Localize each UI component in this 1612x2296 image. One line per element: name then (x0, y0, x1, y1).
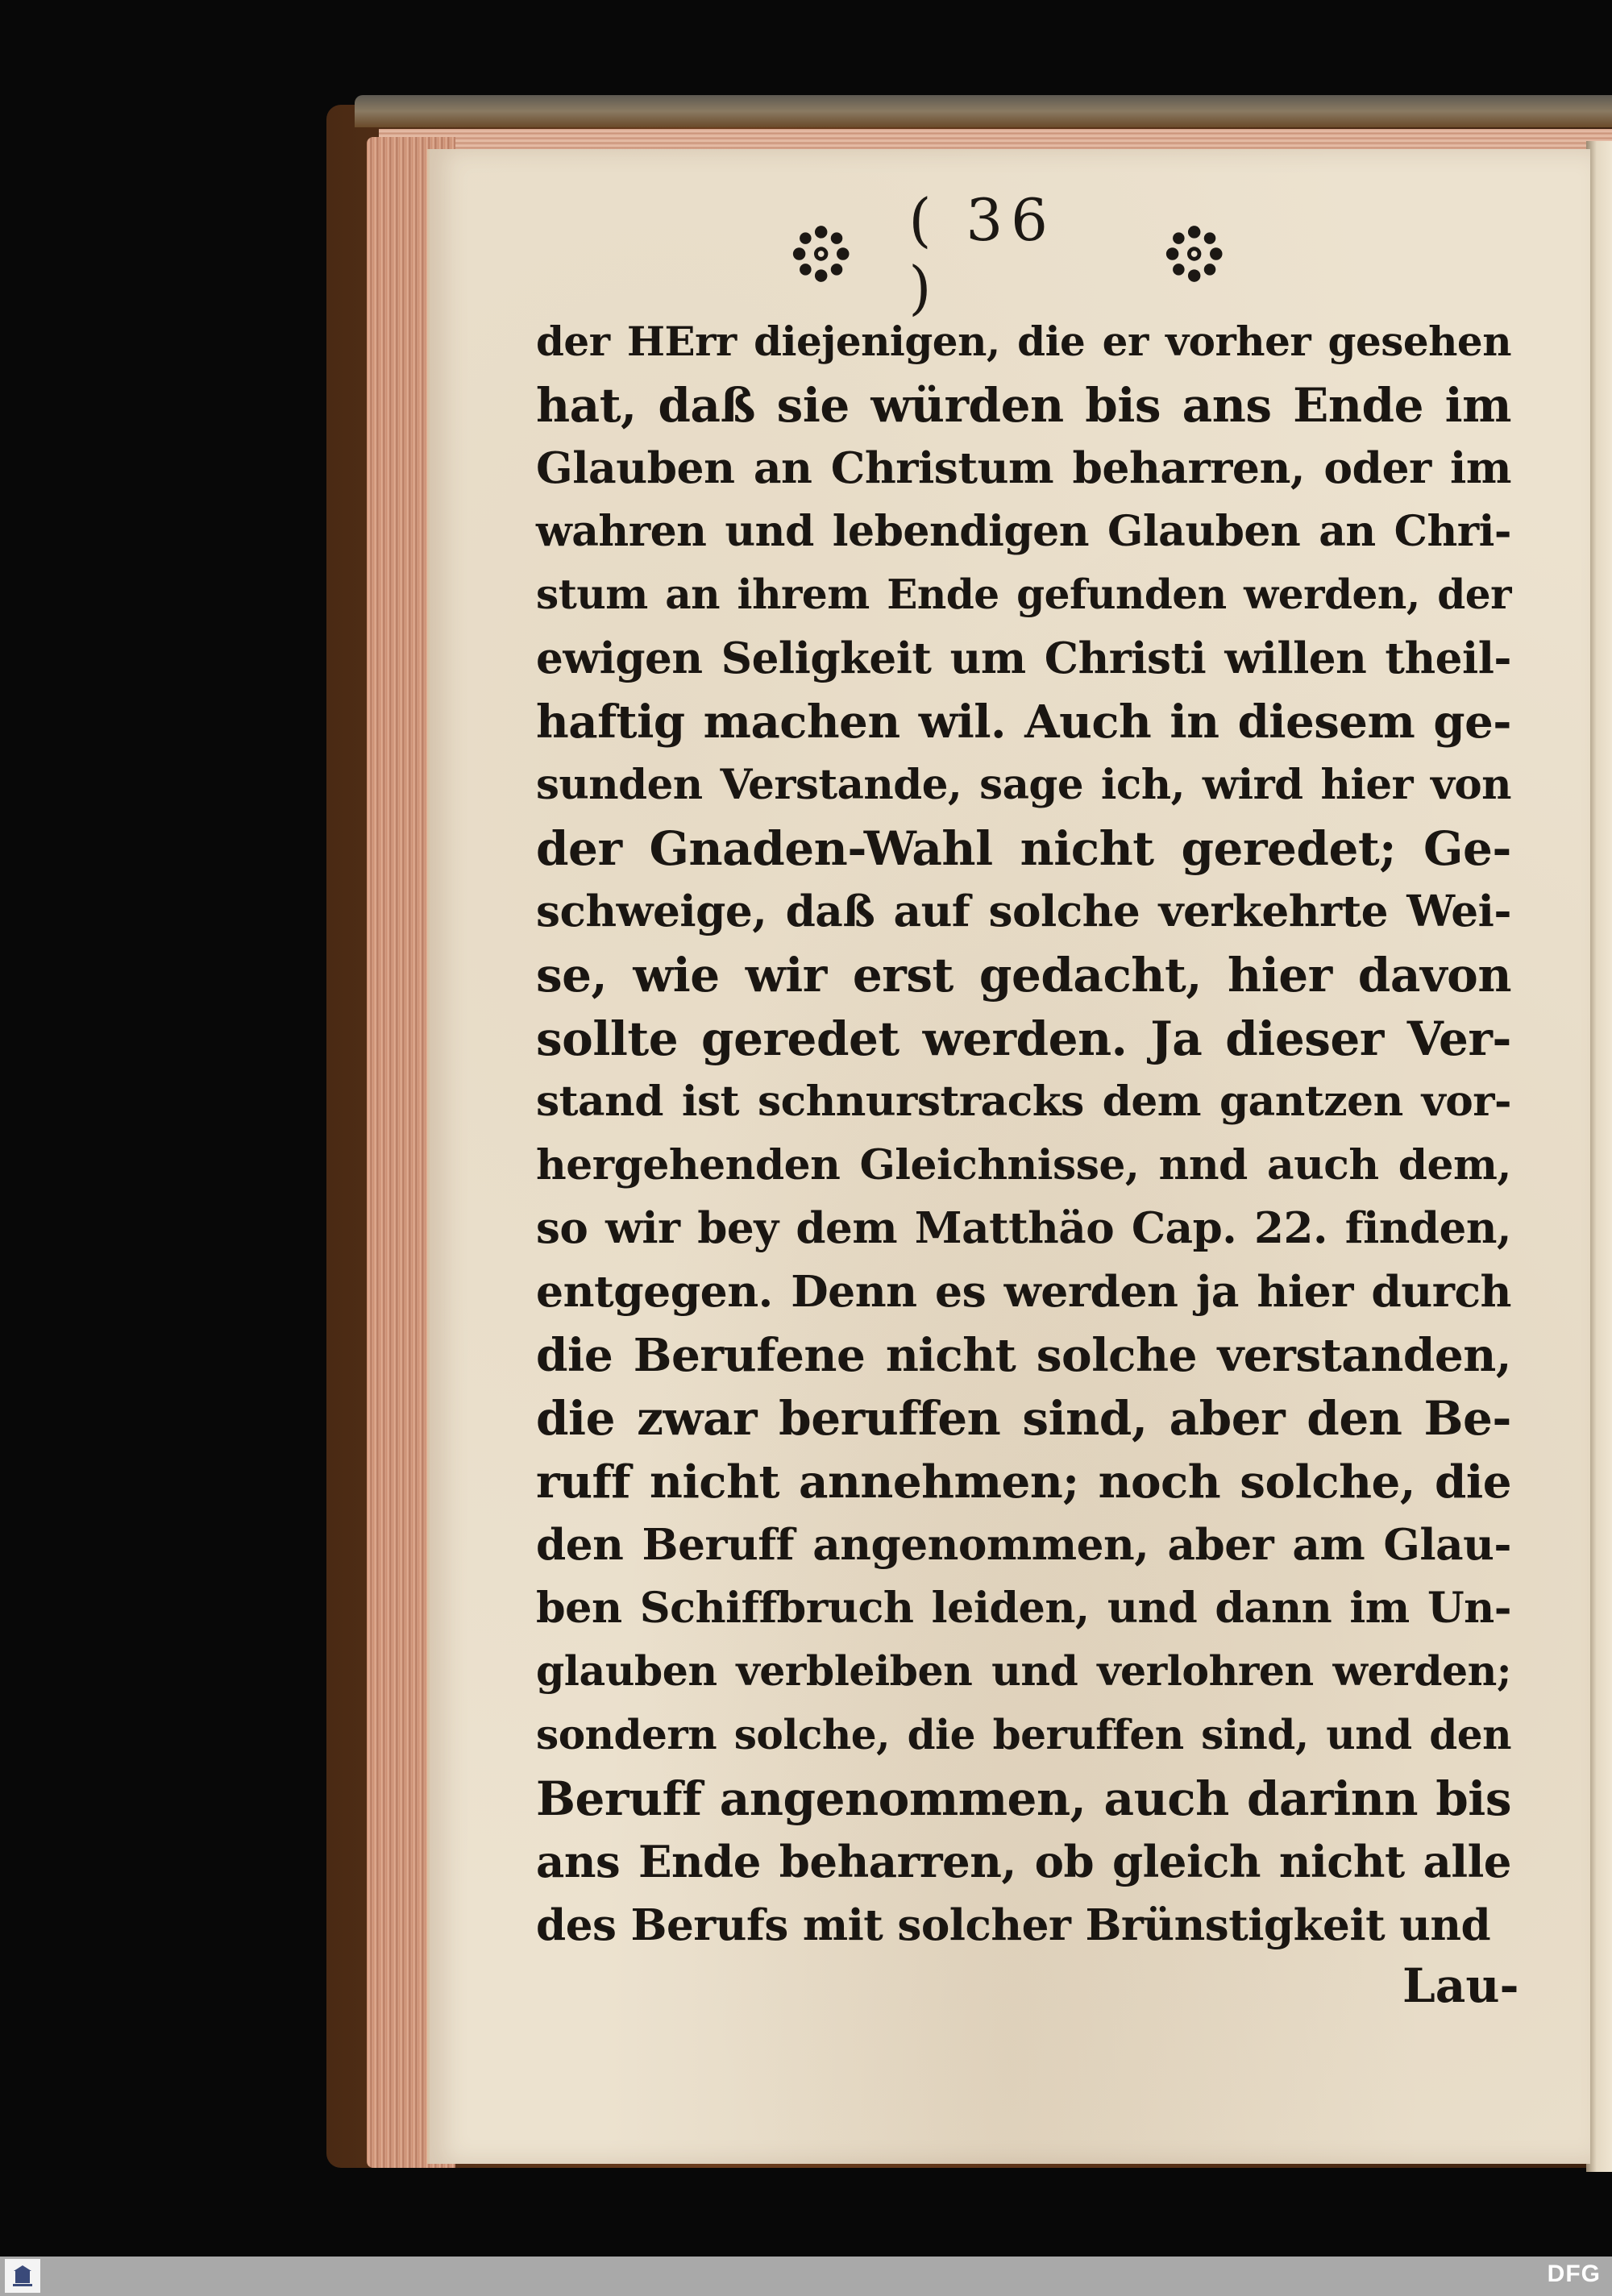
text-line: hat, daß sie würden bis ans Ende im (536, 377, 1511, 433)
text-line: schweige, daß auf solche verkehrte Wei- (536, 886, 1511, 937)
text-line: der HErr diejenigen, die er vorher gesehen (536, 318, 1511, 365)
text-line: haftig machen wil. Auch in diesem ge- (536, 695, 1511, 749)
text-line: sollte geredet werden. Ja dieser Ver- (536, 1011, 1511, 1066)
text-line: des Berufs mit solcher Brünstigkeit und (536, 1899, 1491, 1950)
text-line: Glauben an Christum beharren, oder im (536, 442, 1511, 494)
text-line: sondern solche, die beruffen sind, und den (536, 1711, 1511, 1759)
dfg-brand-label: DFG (1547, 2261, 1601, 2287)
text-line: die zwar beruffen sind, aber den Be- (536, 1391, 1511, 1447)
text-line: stum an ihrem Ende gefunden werden, der (536, 571, 1511, 619)
text-line: stand ist schnurstracks dem gantzen vor- (536, 1077, 1511, 1127)
body-text (536, 310, 1511, 1957)
text-line: entgegen. Denn es werden ja hier durch (536, 1265, 1511, 1317)
book-cover-top (355, 95, 1612, 127)
text-line: der Gnaden-Wahl nicht geredet; Ge- (536, 820, 1511, 876)
flower-ornament-icon (790, 222, 852, 286)
text-line: glauben verbleiben und verlohren werden; (536, 1647, 1511, 1696)
text-line: sunden Verstande, sage ich, wird hier von (536, 761, 1511, 810)
text-line: ruff nicht annehmen; noch solche, die (536, 1455, 1511, 1509)
text-line: Beruff angenommen, auch darinn bis (536, 1771, 1511, 1826)
catchword: Lau- (1402, 1958, 1519, 2013)
text-line: die Berufene nicht solche verstanden, (536, 1328, 1511, 1382)
text-line: se, wie wir erst gedacht, hier davon (536, 947, 1511, 1003)
page-number: ( 36 ) (908, 186, 1056, 322)
page-header (790, 186, 1225, 322)
library-logo-icon[interactable] (5, 2259, 40, 2293)
text-line: ben Schiffbruch leiden, und dann im Un- (536, 1583, 1511, 1633)
text-line: ewigen Seligkeit um Christi willen theil- (536, 632, 1511, 683)
text-line: so wir bey dem Matthäo Cap. 22. finden, (536, 1202, 1511, 1254)
text-line: hergehenden Gleichnisse, nnd auch dem, (536, 1140, 1511, 1190)
text-line: ans Ende beharren, ob gleich nicht alle (536, 1836, 1511, 1888)
flower-ornament-icon (1163, 222, 1225, 286)
library-logo-icon (10, 2264, 35, 2288)
text-line: wahren und lebendigen Glauben an Chri- (536, 506, 1511, 556)
text-line: den Beruff angenommen, aber am Glau- (536, 1519, 1511, 1571)
viewer-footer-bar (0, 2257, 1612, 2296)
